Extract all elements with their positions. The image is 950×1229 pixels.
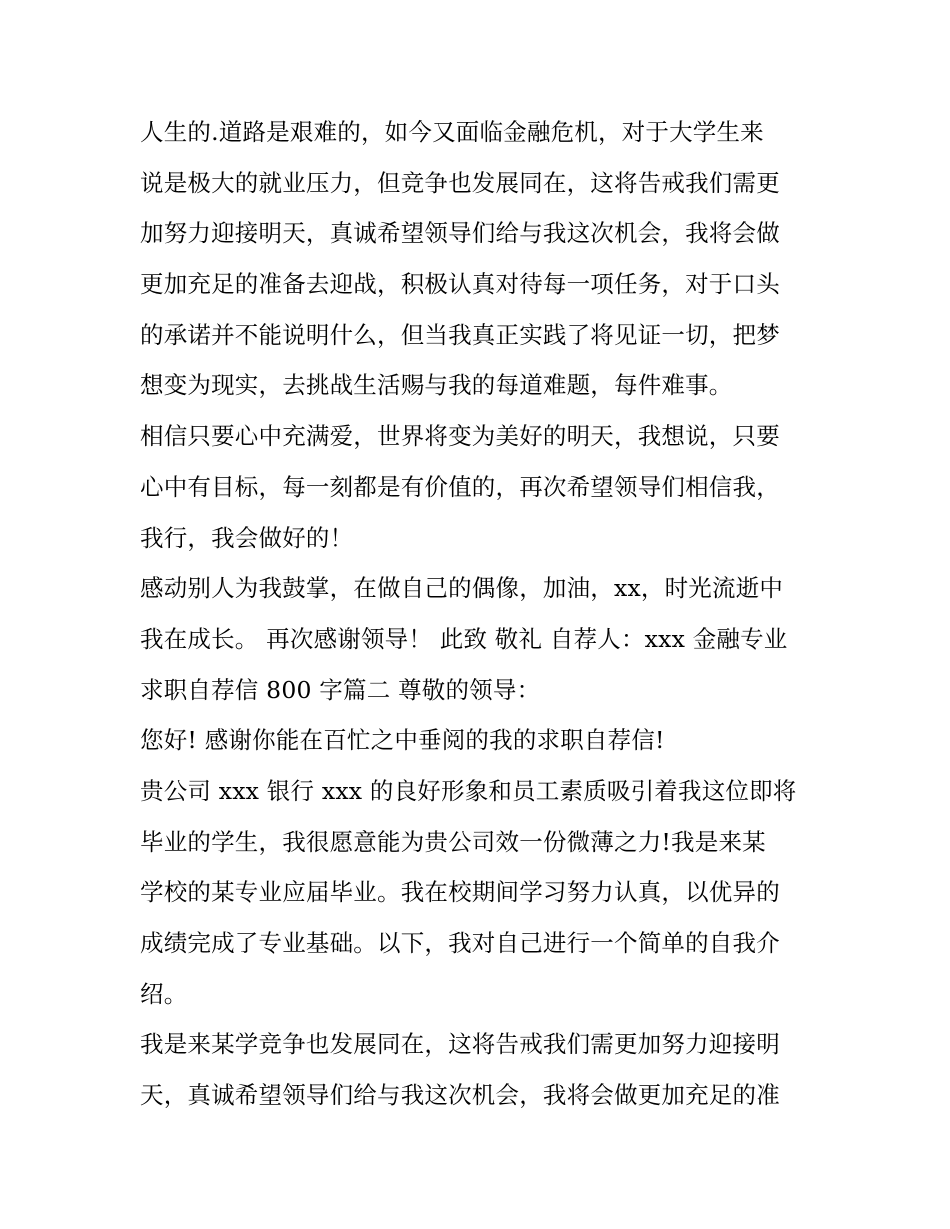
text-line: 人生的.道路是艰难的，如今又面临金融危机，对于大学生来 (140, 118, 764, 146)
text-line: 求职自荐信 800 字篇二 尊敬的领导： (140, 675, 541, 704)
text-line: 毕业的学生，我很愿意能为贵公司效一份微薄之力!我是来某 (140, 827, 766, 856)
text-line: 相信只要心中充满爱，世界将变为美好的明天，我想说，只要 (140, 422, 780, 451)
text-line: 想变为现实，去挑战生活赐与我的每道难题，每件难事。 (140, 371, 733, 400)
text-line: 成绩完成了专业基础。以下，我对自己进行一个简单的自我介 (140, 929, 780, 957)
text-line: 的承诺并不能说明什么，但当我真正实践了将见证一切，把梦 (140, 320, 780, 349)
body-text (140, 107, 820, 1121)
text-line: 天，真诚希望领导们给与我这次机会，我将会做更加充足的准 (140, 1081, 780, 1110)
text-line: 加努力迎接明天，真诚希望领导们给与我这次机会，我将会做 (140, 219, 780, 248)
text-line: 感动别人为我鼓掌，在做自己的偶像，加油，xx，时光流逝中 (140, 574, 784, 603)
text-line: 绍。 (140, 979, 188, 1008)
text-line: 心中有目标，每一刻都是有价值的，再次希望领导们相信我， (140, 472, 780, 501)
text-line: 我是来某学竞争也发展同在，这将告戒我们需更加努力迎接明 (140, 1030, 780, 1059)
text-line: 说是极大的就业压力，但竞争也发展同在，这将告戒我们需更 (140, 168, 780, 197)
text-line: 我行，我会做好的！ (140, 523, 354, 552)
text-line: 贵公司 xxx 银行 xxx 的良好形象和员工素质吸引着我这位即将 (140, 776, 797, 805)
text-line: 我在成长。 再次感谢领导！ 此致 敬礼 自荐人：xxx 金融专业 (140, 624, 788, 653)
text-line: 您好! 感谢你能在百忙之中垂阅的我的求职自荐信! (140, 726, 665, 755)
text-line: 更加充足的准备去迎战，积极认真对待每一项任务，对于口头 (140, 270, 780, 299)
text-line: 学校的某专业应届毕业。我在校期间学习努力认真，以优异的 (140, 878, 780, 907)
